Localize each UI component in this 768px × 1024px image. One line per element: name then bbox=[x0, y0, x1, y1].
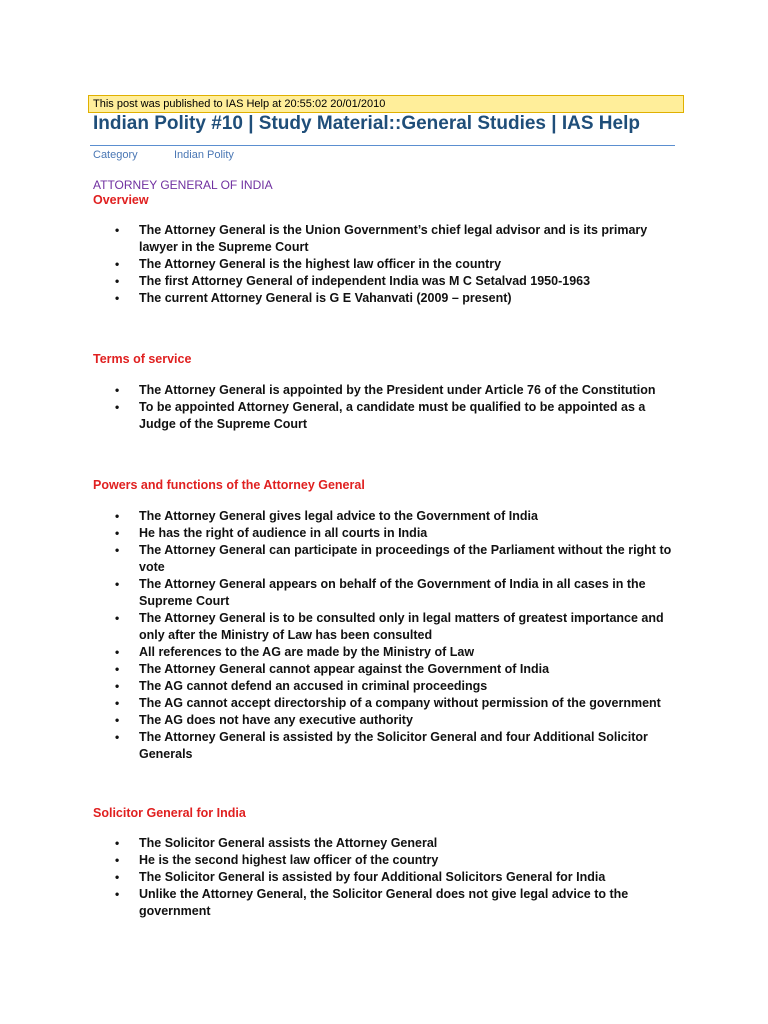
list-item: • The Attorney General is assisted by the Solicitor General and four Additional Solicitor Generals bbox=[93, 729, 683, 763]
solicitor-list bbox=[93, 835, 683, 920]
list-item: • The AG cannot defend an accused in criminal proceedings bbox=[93, 678, 683, 695]
category-label: Category bbox=[93, 149, 138, 161]
list-item: • To be appointed Attorney General, a candidate must be qualified to be appointed as a Judge of the Supreme Court bbox=[93, 399, 683, 433]
list-item: • Unlike the Attorney General, the Solicitor General does not give legal advice to the government bbox=[93, 886, 683, 920]
title-divider bbox=[90, 145, 675, 146]
heading-overview: Overview bbox=[93, 193, 149, 207]
list-item: • The Attorney General is the Union Government’s chief legal advisor and is its primary lawyer in the Supreme Court bbox=[93, 222, 683, 256]
list-item: • The Solicitor General assists the Attorney General bbox=[93, 835, 683, 852]
publish-notice-bar: This post was published to IAS Help at 20:55:02 20/01/2010 bbox=[88, 95, 684, 113]
overview-list bbox=[93, 222, 683, 307]
section-title: ATTORNEY GENERAL OF INDIA bbox=[93, 178, 273, 192]
list-item: • The AG does not have any executive authority bbox=[93, 712, 683, 729]
heading-terms-of-service: Terms of service bbox=[93, 352, 192, 366]
list-item: • The current Attorney General is G E Vahanvati (2009 – present) bbox=[93, 290, 683, 307]
heading-powers-functions: Powers and functions of the Attorney General bbox=[93, 478, 365, 492]
list-item: • The first Attorney General of independent India was M C Setalvad 1950-1963 bbox=[93, 273, 683, 290]
page-title: Indian Polity #10 | Study Material::General Studies | IAS Help bbox=[93, 113, 640, 134]
list-item: • The Attorney General appears on behalf of the Government of India in all cases in the Supreme Court bbox=[93, 576, 683, 610]
list-item: • The Attorney General is to be consulted only in legal matters of greatest importance and only after the Ministry of Law has been consulted bbox=[93, 610, 683, 644]
powers-list bbox=[93, 508, 683, 763]
heading-solicitor-general: Solicitor General for India bbox=[93, 806, 246, 820]
list-item: • He has the right of audience in all courts in India bbox=[93, 525, 683, 542]
list-item: • The Attorney General gives legal advice to the Government of India bbox=[93, 508, 683, 525]
category-value[interactable]: Indian Polity bbox=[174, 149, 234, 161]
list-item: • The Attorney General is appointed by the President under Article 76 of the Constitution bbox=[93, 382, 683, 399]
list-item: • He is the second highest law officer of the country bbox=[93, 852, 683, 869]
list-item: • The Attorney General can participate in proceedings of the Parliament without the right to vote bbox=[93, 542, 683, 576]
list-item: • The Attorney General is the highest law officer in the country bbox=[93, 256, 683, 273]
list-item: • The Attorney General cannot appear against the Government of India bbox=[93, 661, 683, 678]
terms-list bbox=[93, 382, 683, 433]
list-item: • All references to the AG are made by the Ministry of Law bbox=[93, 644, 683, 661]
list-item: • The Solicitor General is assisted by four Additional Solicitors General for India bbox=[93, 869, 683, 886]
list-item: • The AG cannot accept directorship of a company without permission of the government bbox=[93, 695, 683, 712]
